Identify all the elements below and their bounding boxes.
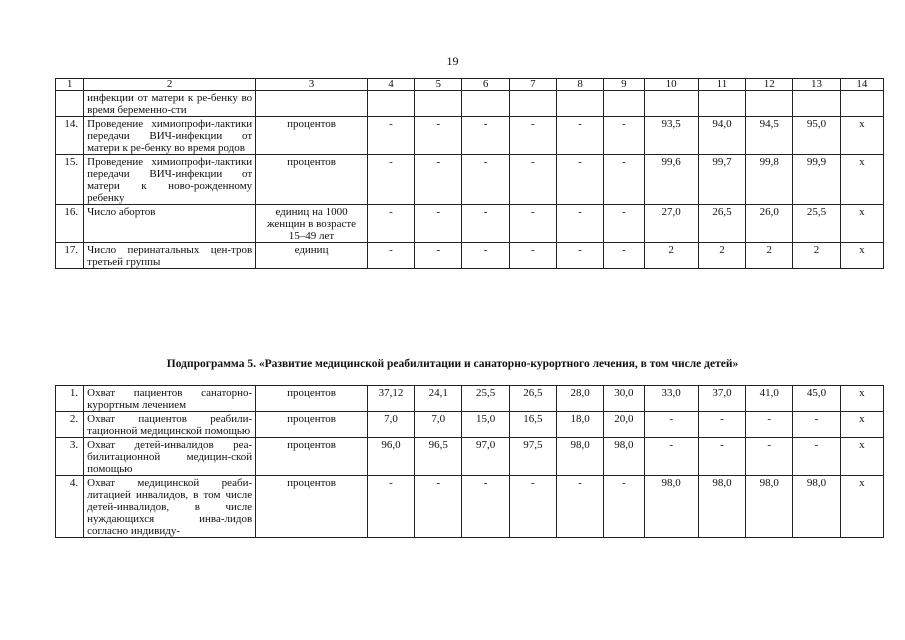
value-cell: - — [556, 243, 603, 269]
table-row — [56, 412, 884, 438]
value-cell — [793, 91, 840, 117]
unit-cell — [256, 91, 368, 117]
unit-cell: процентов — [256, 438, 368, 476]
row-number-cell: 1. — [56, 386, 84, 412]
column-number-cell: 9 — [604, 79, 644, 91]
value-cell: - — [698, 438, 745, 476]
value-cell: - — [556, 205, 603, 243]
indicator-name-cell: Проведение химиопрофи-лактики передачи ВИЧ-инфекции от матери к ре-бенку во время родов — [84, 117, 256, 155]
value-cell: - — [604, 117, 644, 155]
value-cell: 7,0 — [415, 412, 462, 438]
value-cell: 98,0 — [698, 476, 745, 538]
value-cell: 99,7 — [698, 155, 745, 205]
value-cell: - — [462, 155, 509, 205]
value-cell: - — [367, 243, 414, 269]
value-cell: - — [604, 155, 644, 205]
value-cell: 98,0 — [604, 438, 644, 476]
indicator-name-cell: Число абортов — [84, 205, 256, 243]
value-cell: - — [604, 243, 644, 269]
column-number-cell: 6 — [462, 79, 509, 91]
value-cell: 2 — [698, 243, 745, 269]
value-cell: - — [644, 438, 698, 476]
value-cell: 98,0 — [644, 476, 698, 538]
value-cell: - — [415, 205, 462, 243]
last-column-cell: х — [840, 243, 883, 269]
value-cell: 2 — [746, 243, 793, 269]
value-cell: - — [604, 205, 644, 243]
value-cell: 94,0 — [698, 117, 745, 155]
indicator-name-cell: инфекции от матери к ре-бенку во время беременно-сти — [84, 91, 256, 117]
value-cell: - — [509, 243, 556, 269]
value-cell: 99,8 — [746, 155, 793, 205]
value-cell — [556, 91, 603, 117]
value-cell: 96,0 — [367, 438, 414, 476]
last-column-cell: х — [840, 476, 883, 538]
row-number-cell — [56, 91, 84, 117]
value-cell: 33,0 — [644, 386, 698, 412]
column-number-row — [56, 79, 884, 91]
unit-cell: процентов — [256, 412, 368, 438]
last-column-cell: х — [840, 438, 883, 476]
value-cell: 99,6 — [644, 155, 698, 205]
indicator-name-cell: Число перинатальных цен-тров третьей группы — [84, 243, 256, 269]
value-cell: 28,0 — [556, 386, 603, 412]
last-column-cell: х — [840, 412, 883, 438]
unit-cell: процентов — [256, 476, 368, 538]
column-number-cell: 3 — [256, 79, 368, 91]
value-cell — [367, 91, 414, 117]
value-cell: - — [556, 476, 603, 538]
row-number-cell: 17. — [56, 243, 84, 269]
value-cell: 95,0 — [793, 117, 840, 155]
row-number-cell: 3. — [56, 438, 84, 476]
value-cell: 45,0 — [793, 386, 840, 412]
value-cell: 2 — [793, 243, 840, 269]
row-number-cell: 4. — [56, 476, 84, 538]
value-cell: - — [793, 412, 840, 438]
value-cell: 96,5 — [415, 438, 462, 476]
value-cell: - — [509, 155, 556, 205]
column-number-cell: 10 — [644, 79, 698, 91]
value-cell — [644, 91, 698, 117]
table-row — [56, 386, 884, 412]
unit-cell: единиц на 1000 женщин в возрасте 15–49 лет — [256, 205, 368, 243]
table-row — [56, 91, 884, 117]
last-column-cell: х — [840, 117, 883, 155]
table-row — [56, 117, 884, 155]
value-cell: 26,0 — [746, 205, 793, 243]
value-cell — [415, 91, 462, 117]
value-cell: 26,5 — [698, 205, 745, 243]
table-row — [56, 438, 884, 476]
value-cell: - — [509, 476, 556, 538]
value-cell: 98,0 — [556, 438, 603, 476]
value-cell: 93,5 — [644, 117, 698, 155]
value-cell: 30,0 — [604, 386, 644, 412]
column-number-cell: 5 — [415, 79, 462, 91]
value-cell: 18,0 — [556, 412, 603, 438]
value-cell: 37,0 — [698, 386, 745, 412]
value-cell: - — [462, 117, 509, 155]
value-cell: - — [746, 412, 793, 438]
value-cell: - — [698, 412, 745, 438]
value-cell: 99,9 — [793, 155, 840, 205]
column-number-cell: 12 — [746, 79, 793, 91]
value-cell: 94,5 — [746, 117, 793, 155]
row-number-cell: 14. — [56, 117, 84, 155]
row-number-cell: 16. — [56, 205, 84, 243]
indicator-name-cell: Охват пациентов санаторно-курортным лечением — [84, 386, 256, 412]
value-cell — [509, 91, 556, 117]
last-column-cell — [840, 91, 883, 117]
column-number-cell: 8 — [556, 79, 603, 91]
column-number-cell: 4 — [367, 79, 414, 91]
unit-cell: процентов — [256, 386, 368, 412]
value-cell: - — [644, 412, 698, 438]
value-cell: 98,0 — [793, 476, 840, 538]
value-cell: - — [367, 155, 414, 205]
row-number-cell: 2. — [56, 412, 84, 438]
last-column-cell: х — [840, 205, 883, 243]
value-cell: - — [604, 476, 644, 538]
value-cell: 2 — [644, 243, 698, 269]
indicator-name-cell: Охват пациентов реабили-тационной медицинской помощью — [84, 412, 256, 438]
value-cell: - — [556, 155, 603, 205]
table-row — [56, 476, 884, 538]
value-cell: - — [415, 243, 462, 269]
value-cell: 15,0 — [462, 412, 509, 438]
subprogram-5-indicators-table — [55, 385, 884, 538]
value-cell — [462, 91, 509, 117]
table-row — [56, 155, 884, 205]
value-cell: 37,12 — [367, 386, 414, 412]
value-cell: 24,1 — [415, 386, 462, 412]
column-number-cell: 7 — [509, 79, 556, 91]
value-cell: - — [793, 438, 840, 476]
value-cell: - — [367, 476, 414, 538]
value-cell — [604, 91, 644, 117]
value-cell: 27,0 — [644, 205, 698, 243]
value-cell: - — [746, 438, 793, 476]
value-cell: 20,0 — [604, 412, 644, 438]
subprogram-title: Подпрограмма 5. «Развитие медицинской реабилитации и санаторно-курортного лечения, в том числе детей» — [166, 358, 739, 370]
value-cell: - — [415, 155, 462, 205]
value-cell: 98,0 — [746, 476, 793, 538]
value-cell: 41,0 — [746, 386, 793, 412]
table-row — [56, 243, 884, 269]
value-cell — [698, 91, 745, 117]
table-row — [56, 205, 884, 243]
last-column-cell: х — [840, 386, 883, 412]
value-cell: - — [462, 243, 509, 269]
value-cell: - — [462, 205, 509, 243]
column-number-cell: 11 — [698, 79, 745, 91]
value-cell: - — [509, 205, 556, 243]
column-number-cell: 1 — [56, 79, 84, 91]
unit-cell: процентов — [256, 117, 368, 155]
indicator-name-cell: Проведение химиопрофи-лактики передачи ВИЧ-инфекции от матери к ново-рожденному ребенку — [84, 155, 256, 205]
indicators-table-continued — [55, 78, 884, 269]
value-cell: - — [462, 476, 509, 538]
value-cell: 25,5 — [793, 205, 840, 243]
value-cell: - — [367, 117, 414, 155]
value-cell: 16,5 — [509, 412, 556, 438]
column-number-cell: 13 — [793, 79, 840, 91]
value-cell: - — [556, 117, 603, 155]
column-number-cell: 2 — [84, 79, 256, 91]
value-cell: - — [367, 205, 414, 243]
value-cell: 7,0 — [367, 412, 414, 438]
unit-cell: процентов — [256, 155, 368, 205]
page-number: 19 — [446, 54, 459, 68]
indicator-name-cell: Охват детей-инвалидов реа-билитационной медицин-ской помощью — [84, 438, 256, 476]
value-cell: - — [415, 476, 462, 538]
row-number-cell: 15. — [56, 155, 84, 205]
value-cell: - — [415, 117, 462, 155]
last-column-cell: х — [840, 155, 883, 205]
value-cell: 25,5 — [462, 386, 509, 412]
column-number-cell: 14 — [840, 79, 883, 91]
indicator-name-cell: Охват медицинской реаби-литацией инвалидов, в том числе детей-инвалидов, в числе нуждающихся инва-лидов согласно индивиду- — [84, 476, 256, 538]
value-cell: 26,5 — [509, 386, 556, 412]
value-cell: - — [509, 117, 556, 155]
value-cell — [746, 91, 793, 117]
value-cell: 97,5 — [509, 438, 556, 476]
value-cell: 97,0 — [462, 438, 509, 476]
unit-cell: единиц — [256, 243, 368, 269]
